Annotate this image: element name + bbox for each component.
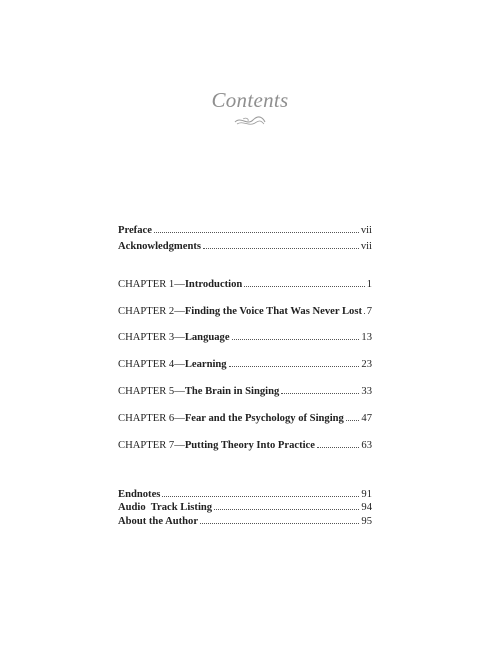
chapter-prefix: CHAPTER 6—	[118, 413, 185, 424]
dot-leader	[364, 303, 365, 314]
entry-title: Putting Theory Into Practice	[184, 440, 315, 451]
page-title: Contents	[211, 88, 289, 112]
toc-entry-chapter-5[interactable]	[118, 383, 372, 398]
entry-title: Learning	[184, 359, 227, 370]
flourish-ornament-icon	[233, 114, 267, 128]
dot-leader	[229, 356, 360, 367]
dot-leader	[244, 276, 364, 287]
chapter-prefix: CHAPTER 3—	[118, 332, 185, 343]
entry-page-number: 47	[361, 413, 372, 424]
chapter-prefix: CHAPTER 7—	[118, 440, 185, 451]
entry-page-number: 13	[361, 332, 372, 343]
toc-entry-audio-track-listing[interactable]	[118, 499, 372, 514]
entry-page-number: 94	[361, 502, 372, 513]
toc-entry-chapter-6[interactable]	[118, 410, 372, 425]
entry-title: Finding the Voice That Was Never Lost	[184, 306, 362, 317]
entry-page-number: 1	[366, 279, 372, 290]
dot-leader	[214, 499, 359, 510]
toc-entry-about-the-author[interactable]	[118, 513, 372, 528]
dot-leader	[154, 222, 359, 233]
entry-page-number: 63	[361, 440, 372, 451]
dot-leader	[200, 513, 359, 524]
toc-entry-chapter-4[interactable]	[118, 356, 372, 371]
entry-title: About the Author	[118, 516, 199, 527]
entry-title: The Brain in Singing	[184, 386, 280, 397]
entry-page-number: 33	[361, 386, 372, 397]
chapter-prefix: CHAPTER 2—	[118, 306, 185, 317]
chapter-prefix: CHAPTER 5—	[118, 386, 185, 397]
entry-title: Language	[184, 332, 230, 343]
entry-page-number: 95	[361, 516, 372, 527]
chapter-prefix: CHAPTER 1—	[118, 279, 185, 290]
entry-page-number: 7	[366, 306, 372, 317]
entry-page-number: 23	[361, 359, 372, 370]
chapter-prefix: CHAPTER 4—	[118, 359, 185, 370]
entry-page-number: 91	[361, 489, 372, 500]
entry-page-number: vii	[360, 241, 372, 252]
toc-entry-chapter-2[interactable]	[118, 303, 372, 318]
entry-title: Acknowledgments	[118, 241, 201, 252]
dot-leader	[232, 329, 360, 340]
entry-title: Endnotes	[118, 489, 161, 500]
dot-leader	[281, 383, 359, 394]
toc-entry-chapter-7[interactable]	[118, 437, 372, 452]
entry-title: Introduction	[184, 279, 243, 290]
toc-entry-chapter-1[interactable]	[118, 276, 372, 291]
dot-leader	[162, 486, 359, 497]
toc-entry-acknowledgments[interactable]	[118, 238, 372, 253]
entry-title: Fear and the Psychology of Singing	[184, 413, 344, 424]
dot-leader	[346, 410, 360, 421]
dot-leader	[203, 238, 359, 249]
toc-entry-preface[interactable]	[118, 222, 372, 237]
toc-entry-chapter-3[interactable]	[118, 329, 372, 344]
entry-title: Preface	[118, 225, 152, 236]
entry-page-number: vii	[360, 225, 372, 236]
dot-leader	[317, 437, 359, 448]
entry-title: Audio Track Listing	[118, 502, 213, 513]
